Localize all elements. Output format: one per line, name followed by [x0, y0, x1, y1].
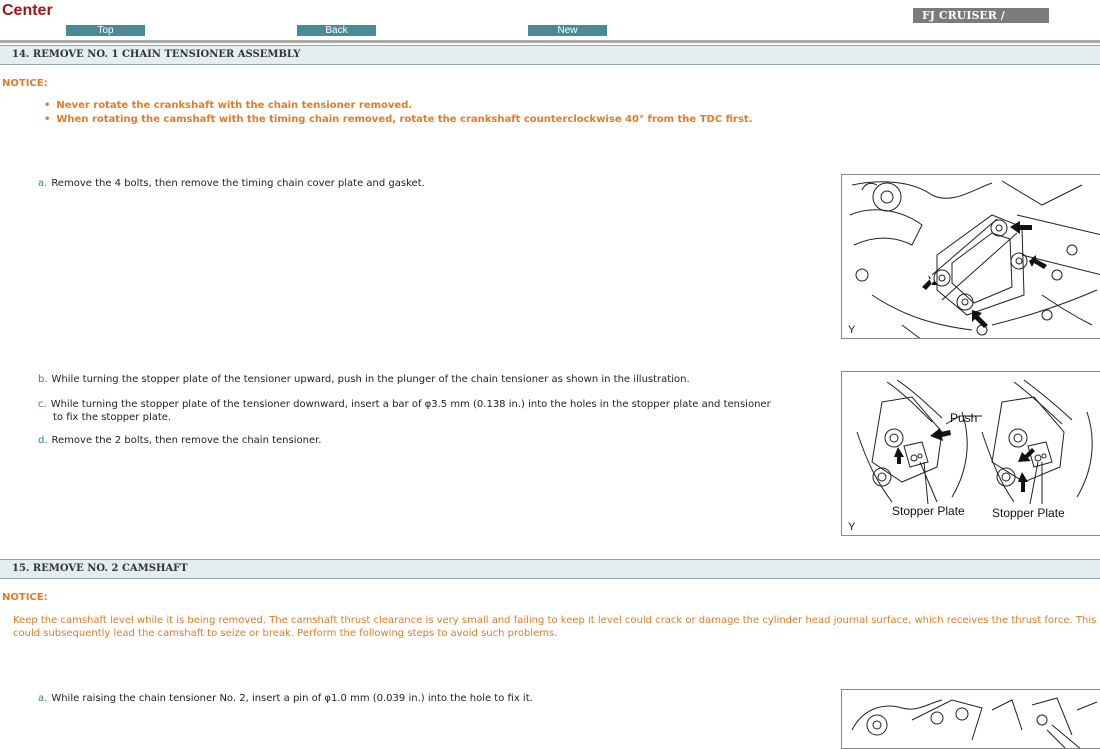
chain-tensioner-2-illustration [842, 690, 1100, 749]
step-label: a. [38, 178, 48, 189]
step-text: While turning the stopper plate of the tensioner downward, insert a bar of φ3.5 mm (0.138 in.) into the holes in the stopper plate and tensioner [50, 399, 771, 410]
notice-item: • Never rotate the crankshaft with the chain tensioner removed. [44, 99, 753, 113]
step-14a [38, 177, 828, 190]
section-heading-14: 14. REMOVE NO. 1 CHAIN TENSIONER ASSEMBLY [0, 45, 1100, 65]
figure-code: Y [848, 324, 856, 336]
model-label: FJ CRUISER / [913, 8, 1049, 23]
notice-list [44, 99, 753, 127]
step-label: c. [38, 399, 47, 410]
step-label: b. [38, 374, 48, 385]
step-label: d. [38, 435, 48, 446]
page-title: Center [2, 2, 53, 19]
stopper-plate-illustration [842, 372, 1100, 536]
section-heading-15: 15. REMOVE NO. 2 CAMSHAFT [0, 559, 1100, 579]
step-text-continued: to fix the stopper plate. [53, 412, 172, 423]
notice-text: Keep the camshaft level while it is being removed. The camshaft thrust clearance is very small and failing to keep it level could crack or damage the cylinder head journal surface, which receives the thrust force. This could subsequently lead the camshaft to seize or break. Perform the following steps to avoid such problems. [13, 615, 1097, 639]
figure-stopper-plate [841, 371, 1100, 536]
notice-label: NOTICE: [2, 78, 48, 89]
step-text: While turning the stopper plate of the tensioner upward, push in the plunger of the chain tensioner as shown in the illustration. [51, 374, 690, 385]
step-14c [38, 398, 828, 424]
top-button[interactable]: Top [66, 25, 145, 36]
step-14b [38, 373, 828, 386]
new-button[interactable]: New [528, 25, 607, 36]
step-text: While raising the chain tensioner No. 2, insert a pin of φ1.0 mm (0.039 in.) into the hole to fix it. [51, 693, 533, 704]
step-15a [38, 692, 828, 705]
step-label: a. [38, 693, 48, 704]
back-button[interactable]: Back [297, 25, 376, 36]
step-text: Remove the 2 bolts, then remove the chain tensioner. [51, 435, 322, 446]
step-text: Remove the 4 bolts, then remove the timing chain cover plate and gasket. [51, 178, 425, 189]
notice-item: • When rotating the camshaft with the timing chain removed, rotate the crankshaft counterclockwise 40° from the TDC first. [44, 113, 753, 127]
header-divider [0, 40, 1100, 43]
figure-chain-tensioner-2 [841, 689, 1100, 749]
notice-label: NOTICE: [2, 592, 48, 603]
figure-cover-plate [841, 174, 1100, 339]
push-label: Push [950, 411, 978, 425]
step-14d [38, 434, 828, 447]
stopper-plate-label-left: Stopper Plate [892, 504, 965, 518]
figure-code: Y [848, 521, 856, 533]
cover-plate-illustration [842, 175, 1100, 339]
stopper-plate-label-right: Stopper Plate [992, 506, 1065, 520]
